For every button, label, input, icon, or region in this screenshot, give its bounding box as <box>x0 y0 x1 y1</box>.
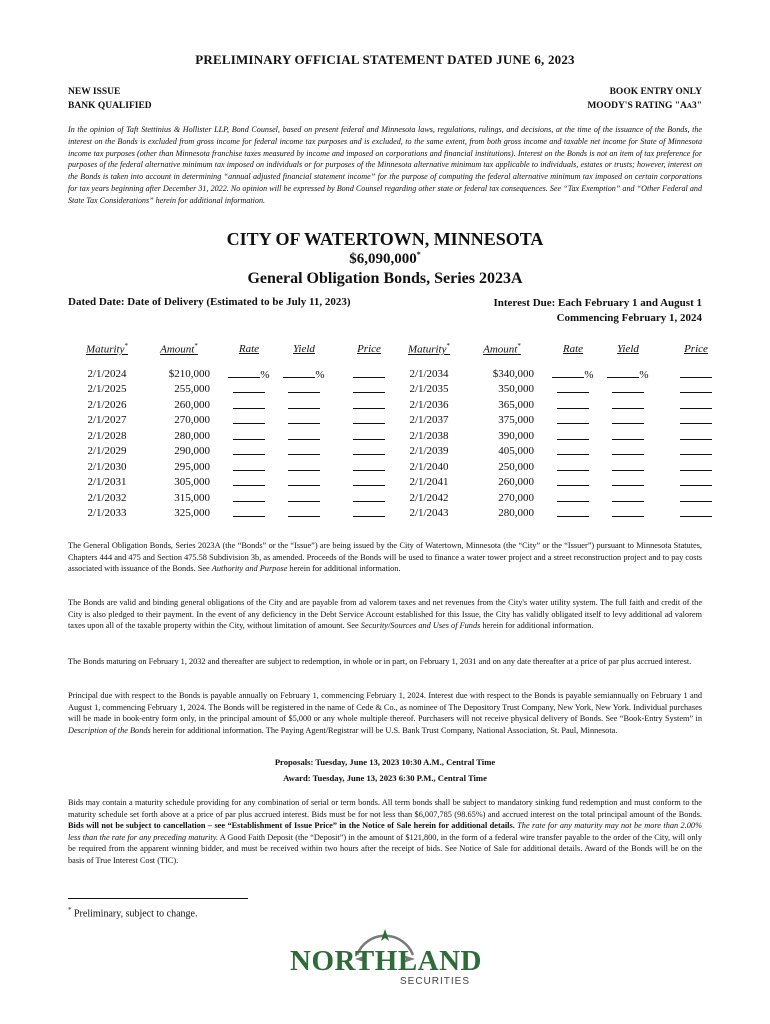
header-maturity: Maturity* <box>86 342 128 356</box>
yield-fill-line <box>612 398 644 409</box>
yield-fill-line <box>288 382 320 393</box>
percent-sign: % <box>260 368 270 381</box>
amount-cell: 295,000 <box>174 460 210 473</box>
yield-blank <box>598 506 658 522</box>
award-line: Award: Tuesday, June 13, 2023 6:30 P.M., Central Time <box>283 773 487 783</box>
rate-blank <box>548 397 598 413</box>
price-blank <box>658 459 734 475</box>
price-blank <box>658 506 734 522</box>
price-blank <box>334 397 404 413</box>
yield-fill-line <box>288 444 320 455</box>
yield-fill-line <box>288 506 320 517</box>
maturity-cell: 2/1/2039 <box>409 445 449 458</box>
rate-fill-line <box>233 398 265 409</box>
table-row <box>80 397 404 413</box>
percent-sign: % <box>315 368 325 381</box>
maturity-cell: 2/1/2027 <box>87 414 127 427</box>
amount-cell: 325,000 <box>174 507 210 520</box>
payment-paragraph: Principal due with respect to the Bonds is payable annually on February 1, commencing February 1, 2024. Interest due with respect to the Bonds is payable semiannually on February 1 and August 1, commencing February 1, 2024. The Bonds will be registered in the name of Cede & Co., as nominee of The Depository Trust Company, New York, New York. Individual purchases will be made in book-entry form only, in the principal amount of $5,000 or any whole multiple thereof. Purchasers will not receive physical delivery of Bonds. See “Book-Entry System” in Description of the Bonds herein for additional information. The Paying Agent/Registrar will be U.S. Bank Trust Company, National Association, St. Paul, Minnesota. <box>68 691 702 735</box>
maturity-cell: 2/1/2041 <box>409 476 449 489</box>
rate-blank <box>224 506 274 522</box>
price-blank <box>658 366 734 382</box>
yield-fill-line <box>283 367 315 378</box>
header-amount: Amount* <box>160 342 198 356</box>
series-title: General Obligation Bonds, Series 2023A <box>247 270 523 287</box>
price-fill-line <box>680 413 712 424</box>
price-fill-line <box>353 398 385 409</box>
rate-fill-line <box>233 491 265 502</box>
header-yield: Yield <box>293 343 315 355</box>
yield-blank <box>598 413 658 429</box>
maturity-cell: 2/1/2024 <box>87 367 127 380</box>
table-row <box>402 397 734 413</box>
securities-logo-text: SECURITIES <box>400 976 471 987</box>
price-blank <box>334 444 404 460</box>
yield-blank <box>274 444 334 460</box>
rate-fill-line <box>233 506 265 517</box>
rate-fill-line <box>557 444 589 455</box>
maturity-cell: 2/1/2034 <box>409 367 449 380</box>
yield-blank <box>274 382 334 398</box>
price-fill-line <box>353 491 385 502</box>
amount-cell: $210,000 <box>168 367 210 380</box>
yield-blank <box>274 428 334 444</box>
rate-fill-line <box>557 460 589 471</box>
yield-fill-line <box>612 460 644 471</box>
issue-amount <box>0 250 770 268</box>
price-blank <box>334 475 404 491</box>
maturity-cell: 2/1/2042 <box>409 491 449 504</box>
issue-info-right <box>587 85 702 113</box>
rate-fill-line <box>228 367 260 378</box>
rate-blank <box>548 490 598 506</box>
rate-fill-line <box>233 444 265 455</box>
yield-blank <box>598 490 658 506</box>
amount-cell: $340,000 <box>492 367 534 380</box>
maturity-cell: 2/1/2036 <box>409 398 449 411</box>
maturity-cell: 2/1/2035 <box>409 383 449 396</box>
price-fill-line <box>353 475 385 486</box>
amount-cell: 350,000 <box>498 383 534 396</box>
percent-sign: % <box>584 368 594 381</box>
rate-fill-line <box>557 398 589 409</box>
price-blank <box>658 413 734 429</box>
rate-fill-line <box>233 460 265 471</box>
amount-cell: 375,000 <box>498 414 534 427</box>
header-maturity: Maturity* <box>408 342 450 356</box>
price-fill-line <box>353 506 385 517</box>
rate-blank <box>224 475 274 491</box>
maturity-cell: 2/1/2026 <box>87 398 127 411</box>
rate-fill-line <box>233 413 265 424</box>
rate-blank <box>548 506 598 522</box>
price-blank <box>658 475 734 491</box>
price-fill-line <box>680 444 712 455</box>
table-row <box>402 475 734 491</box>
yield-blank <box>274 413 334 429</box>
price-blank <box>658 382 734 398</box>
table-row <box>80 382 404 398</box>
price-fill-line <box>680 491 712 502</box>
yield-blank <box>274 459 334 475</box>
yield-blank <box>598 428 658 444</box>
rate-blank <box>224 366 274 382</box>
price-fill-line <box>680 367 712 378</box>
yield-blank <box>598 397 658 413</box>
proposals-line: Proposals: Tuesday, June 13, 2023 10:30 A.M., Central Time <box>274 757 496 767</box>
rate-blank <box>548 428 598 444</box>
amount-cell: 260,000 <box>174 398 210 411</box>
table-row <box>402 490 734 506</box>
price-fill-line <box>353 367 385 378</box>
maturity-cell: 2/1/2025 <box>87 383 127 396</box>
rating-label: MOODY'S RATING "Aa3" <box>587 101 702 111</box>
yield-fill-line <box>612 491 644 502</box>
rate-blank <box>224 459 274 475</box>
header-rate: Rate <box>238 343 260 355</box>
rate-blank <box>548 366 598 382</box>
price-fill-line <box>353 429 385 440</box>
table-row <box>402 444 734 460</box>
price-fill-line <box>353 460 385 471</box>
preliminary-mark: * <box>416 250 421 259</box>
price-blank <box>658 397 734 413</box>
price-fill-line <box>680 475 712 486</box>
yield-fill-line <box>612 506 644 517</box>
header-price: Price <box>357 343 381 355</box>
rate-blank <box>224 490 274 506</box>
rate-blank <box>224 382 274 398</box>
table-row <box>80 413 404 429</box>
percent-sign: % <box>639 368 649 381</box>
yield-blank <box>598 459 658 475</box>
rate-fill-line <box>233 429 265 440</box>
yield-fill-line <box>607 367 639 378</box>
yield-blank <box>274 490 334 506</box>
yield-blank <box>274 397 334 413</box>
rate-fill-line <box>557 506 589 517</box>
price-fill-line <box>353 382 385 393</box>
rate-fill-line <box>557 382 589 393</box>
header-yield: Yield <box>617 343 639 355</box>
security-paragraph: The Bonds are valid and binding general obligations of the City and are payable from ad valorem taxes and net revenues from the City's water utility system. The full faith and credit of the City is also pledged to their payment. In the event of any deficiency in the Debt Service Account established for this Issue, the City has validly obligated itself to levy additional ad valorem taxes upon all of the taxable property within the City, without limitation of amount. See Security/Sources and Uses of Funds herein for additional information. <box>68 598 702 630</box>
maturity-cell: 2/1/2040 <box>409 460 449 473</box>
table-row <box>80 506 404 522</box>
preliminary-heading: PRELIMINARY OFFICIAL STATEMENT DATED JUNE 6, 2023 <box>195 52 575 67</box>
new-issue-label: NEW ISSUE <box>68 87 121 97</box>
yield-fill-line <box>288 460 320 471</box>
table-row <box>402 366 734 382</box>
amount-cell: 250,000 <box>498 460 534 473</box>
interest-due <box>493 296 702 326</box>
interest-due-line: Interest Due: Each February 1 and August 1 <box>493 297 702 309</box>
price-blank <box>334 428 404 444</box>
maturity-cell: 2/1/2043 <box>409 507 449 520</box>
rate-blank <box>224 444 274 460</box>
issuer-title: CITY OF WATERTOWN, MINNESOTA <box>226 229 544 249</box>
bid-paragraph: Bids may contain a maturity schedule providing for any combination of serial or term bonds. All term bonds shall be subject to mandatory sinking fund redemption and must conform to the maturity schedule set forth above at a price of par plus accrued interest. Bids must be for not less than $6,007,785 (98.65%) and accrued interest on the total principal amount of the Bonds. Bids will not be subject to cancellation – see “Establishment of Issue Price” in the Notice of Sale herein for additional details. The rate for any maturity may not be more than 2.00% less than the rate for any preceding maturity. A Good Faith Deposit (the “Deposit”) in the amount of $121,800, in the form of a federal wire transfer payable to the order of the City, will only be required from the apparent winning bidder, and must be received within two hours after the receipt of bids. See Notice of Sale for additional details. Award of the Bonds will be on the basis of True Interest Cost (TIC). <box>68 798 702 865</box>
yield-fill-line <box>612 413 644 424</box>
table-row <box>402 382 734 398</box>
amount-cell: 270,000 <box>498 491 534 504</box>
header-price: Price <box>684 343 708 355</box>
issue-amount-value: $6,090,000 <box>349 251 417 267</box>
yield-fill-line <box>288 491 320 502</box>
yield-fill-line <box>288 429 320 440</box>
price-blank <box>334 490 404 506</box>
amount-cell: 315,000 <box>174 491 210 504</box>
amount-cell: 305,000 <box>174 476 210 489</box>
maturity-table-left <box>80 342 404 521</box>
price-fill-line <box>680 398 712 409</box>
yield-fill-line <box>612 382 644 393</box>
bank-qualified-label: BANK QUALIFIED <box>68 101 152 111</box>
interest-commencing-line: Commencing February 1, 2024 <box>556 312 702 324</box>
rate-fill-line <box>552 367 584 378</box>
amount-cell: 280,000 <box>498 507 534 520</box>
amount-cell: 365,000 <box>498 398 534 411</box>
table-row <box>402 506 734 522</box>
purpose-paragraph: The General Obligation Bonds, Series 2023A (the “Bonds” or the “Issue”) are being issued by the City of Watertown, Minnesota (the “City” or the “Issuer”) pursuant to Minnesota Statutes, Chapters 444 and 475 and Section 475.58 Subdivision 3b, as amended. Proceeds of the Bonds will be used to finance a water tower project and a street reconstruction project and to pay costs associated with issuance of the Bonds. See Authority and Purpose herein for additional information. <box>68 541 702 573</box>
book-entry-label: BOOK ENTRY ONLY <box>609 87 702 97</box>
table-row <box>80 459 404 475</box>
amount-cell: 260,000 <box>498 476 534 489</box>
yield-blank <box>274 506 334 522</box>
rate-blank <box>548 413 598 429</box>
issue-info-left <box>68 85 152 113</box>
yield-fill-line <box>612 475 644 486</box>
rate-fill-line <box>233 382 265 393</box>
table-row <box>80 366 404 382</box>
maturity-cell: 2/1/2032 <box>87 491 127 504</box>
rate-blank <box>224 413 274 429</box>
rate-blank <box>224 428 274 444</box>
yield-blank <box>274 475 334 491</box>
amount-cell: 390,000 <box>498 429 534 442</box>
rate-blank <box>548 444 598 460</box>
maturity-cell: 2/1/2028 <box>87 429 127 442</box>
price-blank <box>334 382 404 398</box>
amount-cell: 280,000 <box>174 429 210 442</box>
amount-cell: 405,000 <box>498 445 534 458</box>
price-fill-line <box>680 506 712 517</box>
maturity-cell: 2/1/2030 <box>87 460 127 473</box>
table-row <box>402 413 734 429</box>
table-row <box>80 444 404 460</box>
rate-fill-line <box>557 491 589 502</box>
header-amount: Amount* <box>483 342 521 356</box>
table-row <box>402 459 734 475</box>
price-fill-line <box>353 413 385 424</box>
table-row <box>80 475 404 491</box>
redemption-paragraph: The Bonds maturing on February 1, 2032 and thereafter are subject to redemption, in whole or in part, on February 1, 2031 and on any date thereafter at a price of par plus accrued interest. <box>68 657 692 666</box>
rate-blank <box>548 382 598 398</box>
price-blank <box>334 413 404 429</box>
maturity-cell: 2/1/2038 <box>409 429 449 442</box>
price-blank <box>334 459 404 475</box>
amount-cell: 255,000 <box>174 383 210 396</box>
rate-fill-line <box>557 475 589 486</box>
northland-logo-text: NORTHLAND <box>290 945 482 977</box>
yield-blank <box>598 366 658 382</box>
footnote: * Preliminary, subject to change. <box>68 906 198 920</box>
price-fill-line <box>353 444 385 455</box>
yield-fill-line <box>288 413 320 424</box>
yield-blank <box>598 444 658 460</box>
price-fill-line <box>680 382 712 393</box>
dated-date: Dated Date: Date of Delivery (Estimated to be July 11, 2023) <box>68 296 351 308</box>
price-blank <box>658 490 734 506</box>
yield-blank <box>274 366 334 382</box>
table-row <box>80 490 404 506</box>
table-row <box>80 428 404 444</box>
yield-fill-line <box>288 475 320 486</box>
maturity-table-right <box>402 342 734 521</box>
maturity-cell: 2/1/2031 <box>87 476 127 489</box>
yield-blank <box>598 475 658 491</box>
yield-fill-line <box>612 444 644 455</box>
price-blank <box>658 444 734 460</box>
yield-blank <box>598 382 658 398</box>
table-row <box>402 428 734 444</box>
maturity-cell: 2/1/2029 <box>87 445 127 458</box>
maturity-cell: 2/1/2033 <box>87 507 127 520</box>
rate-fill-line <box>557 429 589 440</box>
rate-fill-line <box>557 413 589 424</box>
price-blank <box>334 506 404 522</box>
price-fill-line <box>680 460 712 471</box>
price-fill-line <box>680 429 712 440</box>
amount-cell: 290,000 <box>174 445 210 458</box>
yield-fill-line <box>612 429 644 440</box>
yield-fill-line <box>288 398 320 409</box>
header-rate: Rate <box>562 343 584 355</box>
rate-blank <box>548 459 598 475</box>
rate-fill-line <box>233 475 265 486</box>
maturity-cell: 2/1/2037 <box>409 414 449 427</box>
tax-opinion-paragraph: In the opinion of Taft Stettinius & Hollister LLP, Bond Counsel, based on present federal and Minnesota laws, regulations, rulings, and decisions, at the time of the issuance of the Bonds, the interest on the Bonds is excluded from gross income for federal income tax purposes and is excluded, to the same extent, from both gross income and taxable net income for State of Minnesota income tax purposes (other than Minnesota franchise taxes measured by income and imposed on corporations and financial institutions). Interest on the Bonds is not an item of tax preference for purposes of the federal alternative minimum tax imposed on individuals or for purposes of the Minnesota alternative minimum tax applicable to individuals, estates or trusts; however, interest on the Bonds is taken into account in determining “annual adjusted financial statement income” for the purpose of computing the federal alternative minimum tax imposed on certain corporations for tax years beginning after December 31, 2022. No opinion will be expressed by Bond Counsel regarding other state or federal tax consequences. See “Tax Exemption” and “Other Federal and State Tax Considerations” herein for additional information. <box>68 125 702 205</box>
rate-blank <box>548 475 598 491</box>
price-blank <box>658 428 734 444</box>
amount-cell: 270,000 <box>174 414 210 427</box>
rate-blank <box>224 397 274 413</box>
footnote-divider <box>68 898 248 899</box>
price-blank <box>334 366 404 382</box>
